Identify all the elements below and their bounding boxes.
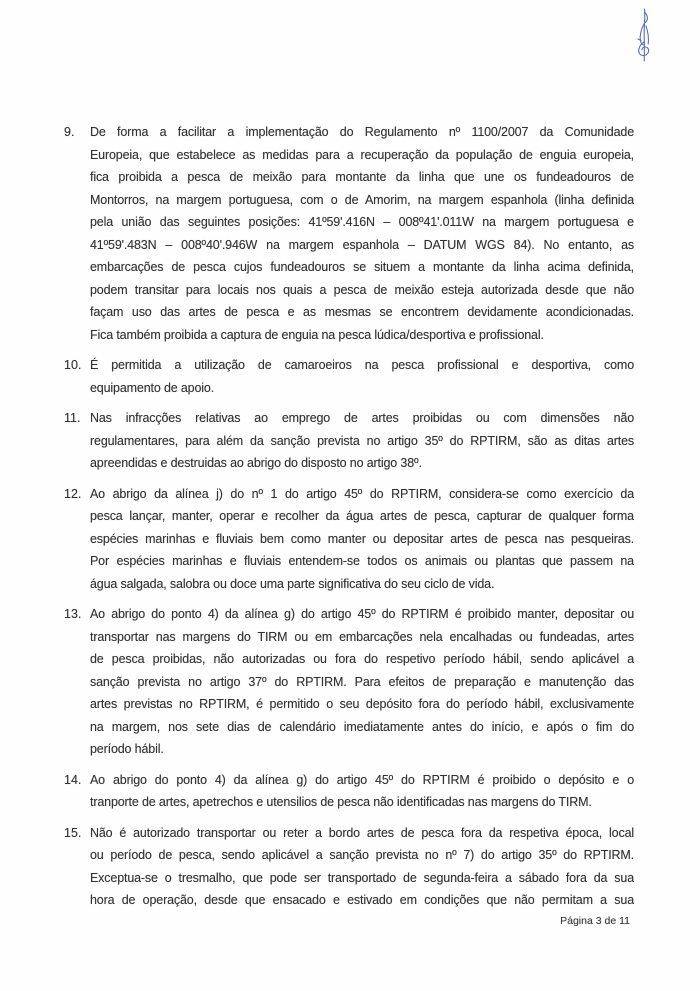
text-line: artes previstas no RPTIRM, é permitido o seu depósito fora do período hábil, exclusivamente (90, 697, 634, 711)
paragraph-lines (90, 407, 634, 475)
text-line: água salgada, salobra ou doce uma parte significativa do seu ciclo de vida. (90, 576, 495, 591)
text-line: pesca lançar, manter, operar e recolher da água artes de pesca, capturar de qualquer forma (90, 509, 634, 523)
text-line: podem transitar para locais nos quais a pesca de meixão esteja autorizada desde que não (90, 282, 634, 297)
text-line: De forma a facilitar a implementação do Regulamento nº 1100/2007 da Comunidade (90, 125, 634, 139)
text-line: espécies marinhas e fluviais bem como manter ou depositar artes de pesca nas pesqueiras. (90, 531, 634, 546)
document-body (64, 121, 634, 920)
text-line: Não é autorizado transportar ou reter a bordo artes de pesca fora da respetiva época, local (90, 825, 634, 840)
paragraph-number: 12. (64, 486, 82, 501)
text-line: embarcações de pesca cujos fundeadouros se situem a montante da linha acima definida, (90, 260, 634, 274)
text-line: regulamentares, para além da sanção prevista no artigo 35º do RPTIRM, são as ditas artes (90, 433, 634, 448)
paragraph-lines (90, 354, 634, 399)
text-line: na margem, nos sete dias de calendário imediatamente antes do início, e após o fim do (90, 719, 634, 734)
text-line: façam uso das artes de pesca e as mesmas se encontrem devidamente acondicionadas. (90, 305, 634, 319)
paragraph-12 (64, 483, 634, 596)
text-line: Ao abrigo do ponto 4) da alínea g) do artigo 45º do RPTIRM é proibido o depósito e o (90, 772, 634, 787)
paragraph-number: 10. (64, 358, 82, 372)
paragraph-number: 13. (64, 607, 82, 621)
paragraph-13 (64, 603, 634, 761)
text-line: Nas infracções relativas ao emprego de artes proibidas ou com dimensões não (90, 411, 634, 425)
paragraph-number: 11. (64, 411, 81, 425)
paragraph-number: 9. (64, 125, 75, 139)
paragraph-14 (64, 769, 634, 814)
text-line: Ao abrigo da alínea j) do nº 1 do artigo 45º do RPTIRM, considera-se como exercício da (90, 486, 634, 501)
text-line: pela união das seguintes posições: 41º59'.416N – 008º41'.011W na margem portuguesa e (90, 215, 634, 229)
text-line: 41º59'.483N – 008º40'.946W na margem espanhola – DATUM WGS 84). No entanto, as (90, 237, 634, 252)
paragraph-lines (90, 603, 634, 761)
text-line: Montorros, na margem portuguesa, com o de Amorim, na margem espanhola (linha definida (90, 192, 634, 207)
paragraph-lines (90, 121, 634, 346)
paragraph-15 (64, 822, 634, 912)
text-line: Exceptua-se o tresmalho, que pode ser transportado de segunda-feira a sábado fora da sua (90, 870, 634, 885)
text-line: Europeia, que estabelece as medidas para a recuperação da população de enguia europeia, (90, 147, 634, 162)
text-line: É permitida a utilização de camaroeiros na pesca profissional e desportiva, como (90, 358, 634, 372)
paragraph-number: 15. (64, 825, 82, 840)
paragraph-10 (64, 354, 634, 399)
text-line: de pesca proibidas, não autorizadas ou fora do respetivo período hábil, sendo aplicável a (90, 652, 634, 666)
text-line: tranporte de artes, apetrechos e utensilios de pesca não identificadas nas margens do TIRM. (90, 795, 592, 809)
paragraph-lines (90, 483, 634, 596)
paragraph-number: 14. (64, 772, 82, 787)
paragraph-lines (90, 769, 634, 814)
paragraph-11 (64, 407, 634, 475)
text-line: sanção prevista no artigo 37º do RPTIRM. Para efeitos de preparação e manutenção das (90, 674, 634, 689)
text-line: transportar nas margens do TIRM ou em embarcações nela encalhadas ou fundeadas, artes (90, 629, 634, 644)
text-line: Por espécies marinhas e fluviais entendem-se todos os animais ou plantas que passem na (90, 554, 634, 568)
paragraph-lines (90, 822, 634, 912)
text-line: apreendidas e destruidas ao abrigo do disposto no artigo 38º. (90, 456, 422, 470)
text-line: hora de operação, desde que ensacado e estivado em condições que não permitam a sua (90, 893, 634, 907)
blue-ink-emblem-icon (630, 6, 660, 64)
page-number: Página 3 de 11 (560, 915, 630, 927)
text-line: Ao abrigo do ponto 4) da alínea g) do artigo 45º do RPTIRM é proibido manter, depositar ou (90, 607, 634, 621)
paragraph-9 (64, 121, 634, 346)
text-line: período hábil. (90, 742, 164, 756)
text-line: ou período de pesca, sendo aplicável a sanção prevista no nº 7) do artigo 35º do RPTIRM. (90, 848, 634, 862)
text-line: Fica também proibida a captura de enguia na pesca lúdica/desportiva e profissional. (90, 327, 544, 342)
text-line: fica proibida a pesca de meixão para montante da linha que une os fundeadouros de (90, 170, 634, 184)
text-line: equipamento de apoio. (90, 380, 215, 395)
